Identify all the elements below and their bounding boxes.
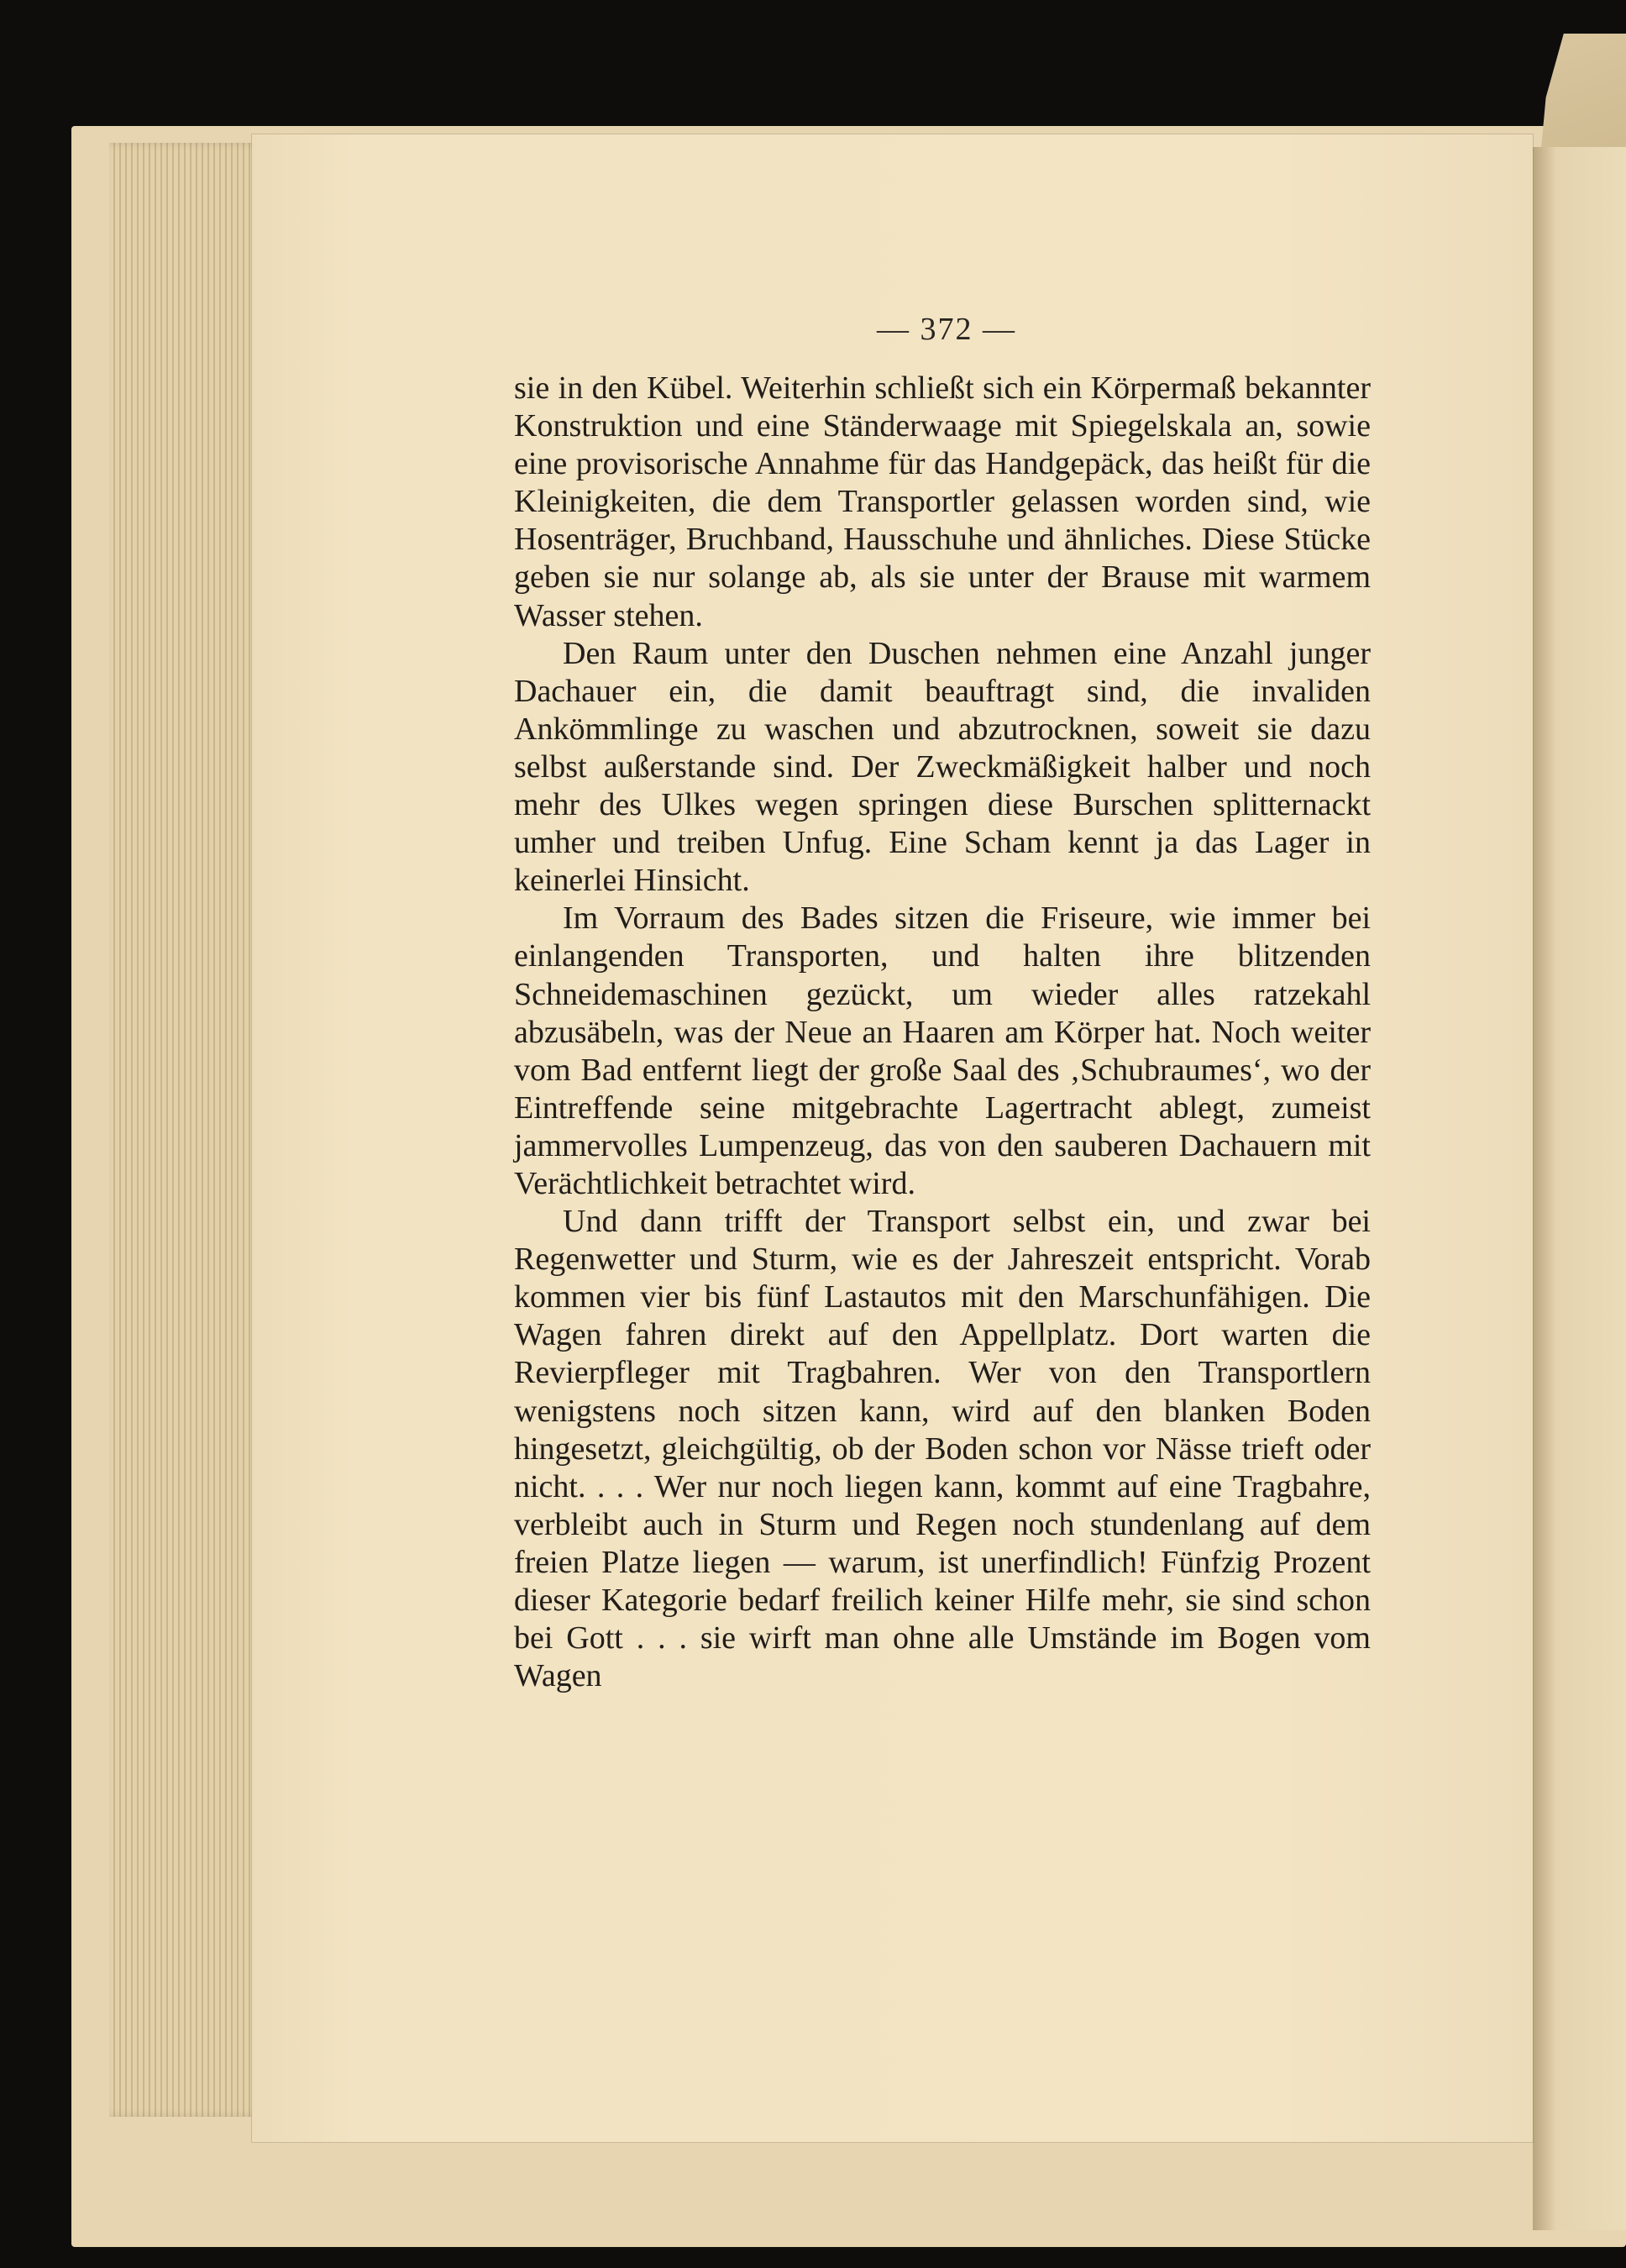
page-edges <box>109 143 269 2117</box>
paragraph: sie in den Kübel. Weiterhin schließt sich ein Körpermaß bekannter Konstruktion und eine Ständerwaage mit Spiegelskala an, sowie eine provisorische Annahme für das Handgepäck, das heißt für die Kleinigkeiten, die dem Transportler gelassen worden sind, wie Hosenträger, Bruchband, Hausschuhe und ähnliches. Diese Stücke geben sie nur solange ab, als sie unter der Brause mit warmem Wasser stehen. <box>514 370 1371 633</box>
page-number: — 372 — <box>877 312 1016 347</box>
paragraph: Den Raum unter den Duschen nehmen eine Anzahl junger Dachauer ein, die damit beauftragt sind, die invaliden Ankömmlinge zu waschen und abzutrocknen, soweit sie dazu selbst außerstande sind. Der Zweckmäßigkeit halber und noch mehr des Ulkes wegen springen diese Burschen splitternackt umher und treiben Unfug. Eine Scham kennt ja das Lager in keinerlei Hinsicht. <box>514 635 1371 899</box>
paragraph: Im Vorraum des Bades sitzen die Friseure, wie immer bei einlangenden Transporten, und halten ihre blitzenden Schneidemaschinen gezückt, um wieder alles ratzekahl abzusäbeln, was der Neue an Haaren am Körper hat. Noch weiter vom Bad entfernt liegt der große Saal des ‚Schubraumes‘, wo der Eintreffende seine mitgebrachte Lagertracht ablegt, zumeist jammervolles Lumpenzeug, das von den sauberen Dachauern mit Verächtlichkeit betrachtet wird. <box>514 900 1371 1201</box>
next-page-edge <box>1533 147 1626 2230</box>
paragraph: Und dann trifft der Transport selbst ein, und zwar bei Regenwetter und Sturm, wie es der Jahreszeit entspricht. Vorab kommen vier bis fünf Lastautos mit den Marschunfähigen. Die Wagen fahren direkt auf den Appellplatz. Dort warten die Revierpfleger mit Tragbahren. Wer von den Transportlern wenigstens noch sitzen kann, wird auf den blanken Boden hingesetzt, gleichgültig, ob der Boden schon vor Nässe trieft oder nicht. . . . Wer nur noch liegen kann, kommt auf eine Tragbahre, verbleibt auch in Sturm und Regen noch stundenlang auf dem freien Platze liegen — warum, ist unerfindlich! Fünfzig Prozent dieser Kategorie bedarf freilich keiner Hilfe mehr, sie sind schon bei Gott . . . sie wirft man ohne alle Umstände im Bogen vom Wagen <box>514 1204 1371 1694</box>
body-text <box>514 370 1371 1695</box>
